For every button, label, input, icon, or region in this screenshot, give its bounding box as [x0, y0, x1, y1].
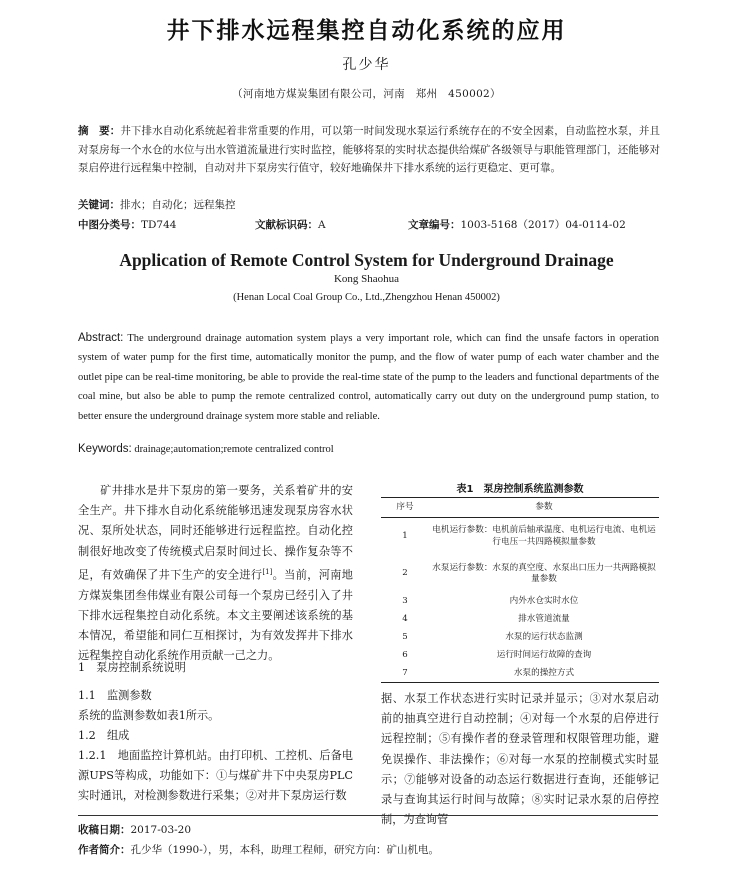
intro-text-a: 矿井排水是井下泵房的第一要务，关系着矿井的安全生产。井下排水自动化系统能够迅速发现泵房容水状况、泵所处状态，同时还能够进行远程监控。自动化控制很好地改变了传统模式启泵时间过长、操作复杂等不足，有效确保了井下生产的安全进行 — [78, 484, 353, 582]
english-title: Application of Remote Control System for Underground Drainage — [119, 250, 614, 270]
abstract-cn-label: 摘 要： — [78, 125, 121, 137]
section-1-1-heading: 1.1 监测参数 — [78, 689, 152, 702]
document-code — [255, 217, 326, 232]
abstract-cn-text: 井下排水自动化系统起着非常重要的作用，可以第一时间发现水泵运行系统存在的不安全因素，自动监控水泵，并且对泵房每一个水仓的水位与出水管道流量进行实时监控，能够将泵的实时状态提供给煤矿各级领导与职能管理部门，还能够对泵启停进行远程集中控制，自动对井下泵房实行值守，较好地确保井下排水系统的运行更稳定、更可靠。 — [78, 125, 661, 174]
section-1-1-text: 系统的监测参数如表1所示。 — [78, 709, 220, 722]
classification-value: TD744 — [141, 219, 177, 231]
section-1-heading: 1 泵房控制系统说明 — [78, 661, 186, 674]
table-row — [381, 647, 659, 665]
table-cell: 3 — [402, 595, 408, 606]
keywords-en-text: drainage;automation;remote centralized control — [131, 444, 334, 455]
keywords-cn-label: 关键词： — [78, 199, 120, 211]
table-cell: 7 — [402, 667, 408, 678]
author-name: 孔少华 — [342, 57, 391, 73]
doc-code-value: A — [318, 219, 326, 231]
table-row — [381, 518, 659, 556]
article-no-label: 文章编号： — [408, 219, 461, 231]
monitoring-params-table — [381, 497, 659, 683]
table-cell: 运行时间运行故障的查询 — [496, 649, 592, 660]
section-1-2-heading: 1.2 组成 — [78, 729, 130, 742]
table-cell: 4 — [402, 613, 408, 624]
bio-label: 作者简介： — [78, 844, 131, 856]
table-cell: 水泵的运行状态监测 — [505, 631, 583, 642]
keywords-cn — [78, 197, 236, 212]
received-date — [78, 822, 191, 837]
table-row — [381, 629, 659, 647]
section-1-2-1-text: 1.2.1 地面监控计算机站。由打印机、工控机、后备电源UPS等构成，功能如下：①与煤矿井下中央泵房PLC实时通讯，对检测参数进行采集；②对井下泵房运行数 — [78, 749, 353, 803]
table-header-row — [381, 498, 659, 518]
abstract-en-label: Abstract: — [78, 332, 124, 344]
abstract-cn — [78, 122, 660, 178]
paper-title: 井下排水远程集控自动化系统的应用 — [166, 18, 567, 44]
english-author: Kong Shaohua — [333, 273, 400, 285]
section-1-2-1-paragraph — [78, 746, 353, 807]
table-row — [381, 593, 659, 611]
abstract-en — [78, 329, 659, 426]
intro-text-b: 。当前，河南地方煤炭集团叁伟煤业有限公司每一个泵房已经引入了井下排水远程集控自动化系统。本文主要阐述该系统的基本情况，希望能和同仁互相探讨，为有效发挥井下排水远程集控自动化系统作用贡献一己之力。 — [78, 568, 353, 663]
classification-label: 中图分类号： — [78, 219, 141, 231]
citation-ref: [1] — [262, 567, 273, 576]
table-cell: 1 — [402, 531, 408, 541]
table-cell: 水泵的操控方式 — [513, 667, 575, 678]
english-affiliation: (Henan Local Coal Group Co., Ltd.,Zhengzhou Henan 450002) — [233, 292, 500, 303]
intro-paragraph — [78, 481, 353, 667]
column-2-paragraph: 据、水泵工作状态进行实时记录并显示；③对水泵启动前的抽真空进行自动控制；④对每一个水泵的启停进行远程控制；⑤有操作者的登录管理和权限管理功能，避免误操作、非法操作；⑥对每一水泵的控制模式实时显示；⑦能够对设备的动态运行数据进行查询，还能够记录与查询其运行时间与故障；⑧实时记录水泵的启停控制，为查询管 — [381, 692, 659, 827]
table-cell: 排水管道流量 — [518, 613, 570, 624]
table-row — [381, 611, 659, 629]
article-no-value: 1003-5168（2017）04-0114-02 — [460, 219, 626, 231]
table-cell: 5 — [402, 631, 408, 642]
table-header-index: 序号 — [396, 501, 414, 512]
table-cell: 内外水仓实时水位 — [509, 595, 579, 606]
affiliation: （河南地方煤炭集团有限公司，河南 郑州 450002） — [232, 88, 501, 100]
table-row — [381, 556, 659, 593]
abstract-en-text: The underground drainage automation system plays a very important role, which can find the unsafe factors in operation system of water pump for the first time, automatically monitor the pump, and the flow of water pump of each water chamber and the outlet pipe can be real-time monitoring, be able to provide the real-time state of the pump to the leaders and functional departments of the coal mine, but also be able to pump the remote centralized control, automatically carry out duty on the underground pump station, to better ensure the underground drainage system more stable and reliable. — [78, 333, 659, 422]
keywords-cn-text: 排水；自动化；远程集控 — [120, 199, 236, 211]
table-caption: 表1 泵房控制系统监测参数 — [456, 484, 584, 495]
keywords-en — [78, 443, 334, 455]
table-cell: 电机运行参数：电机前后轴承温度、电机运行电流、电机运行电压一共四路模拟量参数 — [432, 525, 656, 547]
article-number — [408, 217, 626, 232]
keywords-en-label: Keywords: — [78, 443, 132, 455]
table-row — [381, 665, 659, 683]
table-cell: 6 — [402, 649, 408, 660]
received-label: 收稿日期： — [78, 824, 131, 836]
table-cell: 2 — [402, 568, 408, 579]
doc-code-label: 文献标识码： — [255, 219, 318, 231]
table-cell: 水泵运行参数：水泵的真空度、水泵出口压力一共两路模拟量参数 — [432, 562, 656, 584]
bio-text: 孔少华（1990-），男，本科，助理工程师，研究方向：矿山机电。 — [130, 844, 440, 856]
table-header-param: 参数 — [535, 501, 553, 512]
author-bio — [78, 842, 439, 857]
classification-number — [78, 217, 176, 232]
received-value: 2017-03-20 — [130, 824, 192, 836]
footer-divider — [78, 815, 658, 816]
